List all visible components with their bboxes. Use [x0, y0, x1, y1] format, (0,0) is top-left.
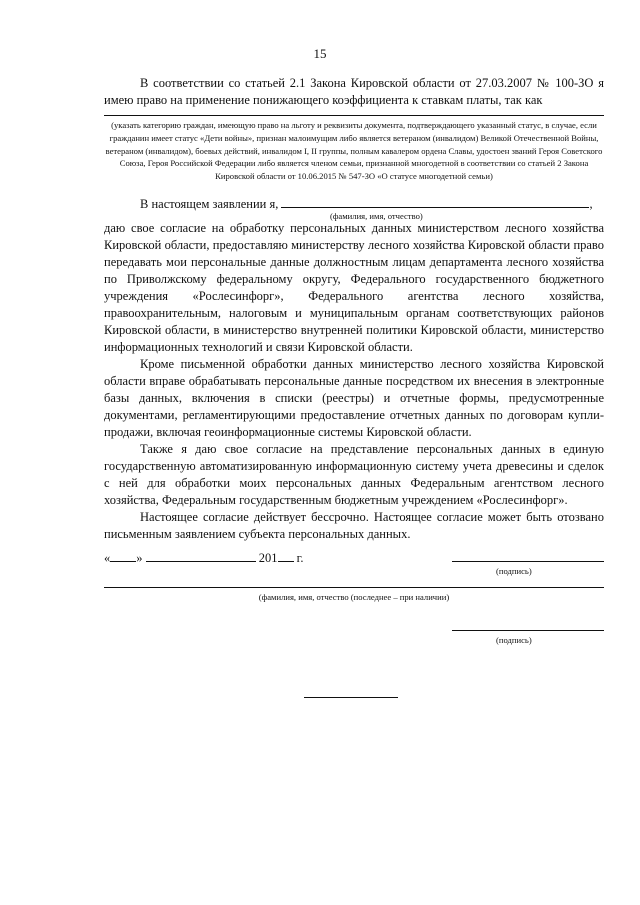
full-name-label: (фамилия, имя, отчество (последнее – при наличии) — [258, 592, 450, 602]
consent-body — [104, 220, 604, 543]
year-blank[interactable] — [278, 549, 294, 562]
full-name-line[interactable] — [104, 587, 604, 588]
consent-paragraph-4: Настоящее согласие действует бессрочно. Настоящее согласие может быть отозвано письменным заявлением субъекта персональных данных. — [104, 510, 604, 541]
fio-hint: (фамилия, имя, отчество) — [330, 211, 423, 221]
consent-paragraph-3: Также я даю свое согласие на представление персональных данных в единую государственную автоматизированную информационную систему учета древесины и сделок с ней для обработки моих персональных данных Федеральным агентством лесного хозяйства, Федеральным государственным бюджетным учреждением «Рослесинфорг». — [104, 442, 604, 507]
signature-line[interactable] — [452, 561, 604, 562]
category-blank-line[interactable] — [104, 115, 604, 116]
consent-paragraph-2: Кроме письменной обработки данных министерство лесного хозяйства Кировской области вправе обрабатывать персональные данные посредством их внесения в электронные базы данных, включения в списки (реестры) и отчетные формы, предусмотренные документами, регламентирующими предоставление отчетных данных по договорам купли-продажи, включая геоинформационные системы Кировской области. — [104, 357, 604, 439]
page-number: 15 — [313, 46, 327, 61]
month-blank[interactable] — [146, 549, 256, 562]
signature-label: (подпись) — [496, 566, 532, 576]
signature-label-2: (подпись) — [496, 635, 532, 645]
date-close-quote: » — [136, 551, 143, 565]
end-divider — [304, 697, 398, 698]
statement-prefix: В настоящем заявлении я, — [140, 197, 279, 211]
date-line — [104, 549, 303, 566]
year-prefix: 201 — [258, 551, 278, 565]
year-suffix: г. — [296, 551, 304, 565]
category-hint: (указать категорию граждан, имеющую право на льготу и реквизиты документа, подтверждающего указанный статус, в случае, если гражданин имеет статус «Дети войны», признан малоимущим либо является ветераном (инвалидом) Великой Отечественной Войны, ветераном (инвалидом), боевых действий, инвалидом I, II группы, полным кавалером ордена Славы, удостоен званий Героя Советского Союза, Героя Российской Федерации либо является членом семьи, признанной многодетной в соответствии со статьей 2 Закона Кировской области от 10.06.2015 № 547-ЗО «О статусе многодетной семьи) — [105, 120, 603, 182]
date-open-quote: « — [104, 551, 111, 565]
day-blank[interactable] — [110, 549, 136, 562]
full-name-blank[interactable] — [281, 195, 589, 208]
consent-paragraph-1: даю свое согласие на обработку персональных данных министерством лесного хозяйства Кировской области, предоставляю министерству лесного хозяйства Кировской области право передавать мои персональные данные должностным лицам департамента лесного хозяйства по Приволжскому федеральному округу, Федерального государственного бюджетного учреждения «Рослесинфорг», Федерального агентства лесного хозяйства, правоохранительным, налоговым и муниципальным органам соответствующих районов Кировской области, в министерство внутренней политики Кировской области, министерство информационных технологий и связи Кировской области. — [104, 221, 604, 354]
signature-line-2[interactable] — [452, 630, 604, 631]
intro-paragraph: В соответствии со статьей 2.1 Закона Кировской области от 27.03.2007 № 100-ЗО я имею право на применение понижающего коэффициента к ставкам платы, так как — [104, 76, 604, 107]
statement-suffix: , — [589, 197, 593, 211]
